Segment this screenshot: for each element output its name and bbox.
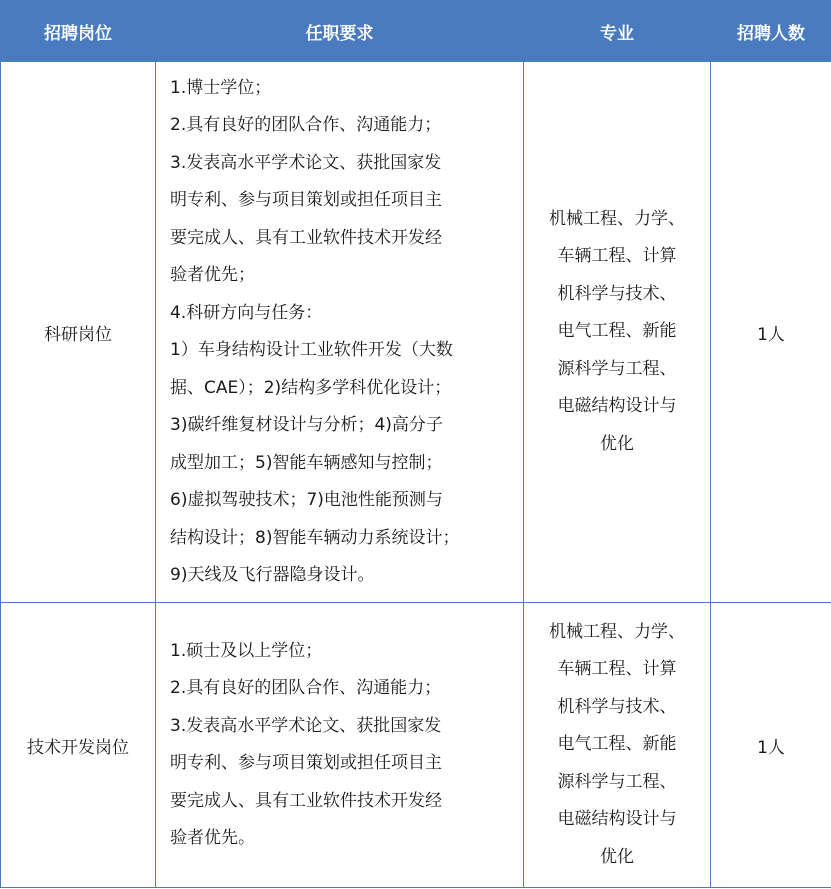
requirements-cell xyxy=(156,603,524,888)
table-row xyxy=(1,603,831,888)
major-line: 机科学与技术、 xyxy=(557,696,677,717)
requirement-line: 据、CAE）；2)结构多学科优化设计； xyxy=(170,377,452,398)
requirement-line: 结构设计；8)智能车辆动力系统设计； xyxy=(170,527,460,548)
requirement-line: 明专利、参与项目策划或担任项目主 xyxy=(170,190,442,210)
requirement-line: 3.发表高水平学术论文、获批国家发 xyxy=(170,715,442,736)
table-row xyxy=(1,62,831,603)
major-line: 源科学与工程、 xyxy=(557,358,677,379)
major-line: 电磁结构设计与 xyxy=(557,396,677,417)
requirement-line: 验者优先。 xyxy=(170,828,255,848)
requirement-line: 1）车身结构设计工业软件开发（大数 xyxy=(170,340,453,360)
major-line: 机科学与技术、 xyxy=(557,283,677,304)
major-line: 电气工程、新能 xyxy=(557,321,677,342)
major-line: 源科学与工程、 xyxy=(557,771,677,792)
requirement-line: 4.科研方向与任务： xyxy=(170,302,323,323)
count-cell: 1人 xyxy=(711,62,831,603)
requirement-line: 要完成人、具有工业软件技术开发经 xyxy=(170,227,442,248)
requirement-line: 1.硕士及以上学位； xyxy=(170,640,323,661)
requirement-line: 验者优先； xyxy=(170,265,255,285)
requirement-line: 明专利、参与项目策划或担任项目主 xyxy=(170,753,442,773)
header-count: 招聘人数 xyxy=(711,1,831,62)
major-line: 车辆工程、计算 xyxy=(557,659,677,680)
major-line: 电磁结构设计与 xyxy=(557,809,677,830)
requirement-line: 成型加工；5)智能车辆感知与控制； xyxy=(170,452,443,473)
requirement-line: 6)虚拟驾驶技术；7)电池性能预测与 xyxy=(170,490,443,510)
major-line: 车辆工程、计算 xyxy=(557,246,677,267)
requirement-line: 3)碳纤维复材设计与分析；4)高分子 xyxy=(170,415,443,435)
major-line: 优化 xyxy=(600,433,634,454)
major-line: 电气工程、新能 xyxy=(557,734,677,755)
major-cell xyxy=(524,603,711,888)
post-cell: 科研岗位 xyxy=(1,62,156,603)
requirement-line: 要完成人、具有工业软件技术开发经 xyxy=(170,790,442,811)
major-cell xyxy=(524,62,711,603)
requirement-line: 9)天线及飞行器隐身设计。 xyxy=(170,565,375,585)
count-cell: 1人 xyxy=(711,603,831,888)
header-post: 招聘岗位 xyxy=(1,1,156,62)
major-line: 机械工程、力学、 xyxy=(549,621,685,642)
header-requirements: 任职要求 xyxy=(156,1,524,62)
requirement-line: 1.博士学位； xyxy=(170,77,272,98)
requirement-line: 2.具有良好的团队合作、沟通能力； xyxy=(170,678,442,698)
post-cell: 技术开发岗位 xyxy=(1,603,156,888)
requirement-line: 3.发表高水平学术论文、获批国家发 xyxy=(170,152,442,173)
header-row xyxy=(1,1,831,62)
header-major: 专业 xyxy=(524,1,711,62)
major-line: 机械工程、力学、 xyxy=(549,208,685,229)
major-line: 优化 xyxy=(600,846,634,867)
requirement-line: 2.具有良好的团队合作、沟通能力； xyxy=(170,115,442,135)
requirements-cell xyxy=(156,62,524,603)
